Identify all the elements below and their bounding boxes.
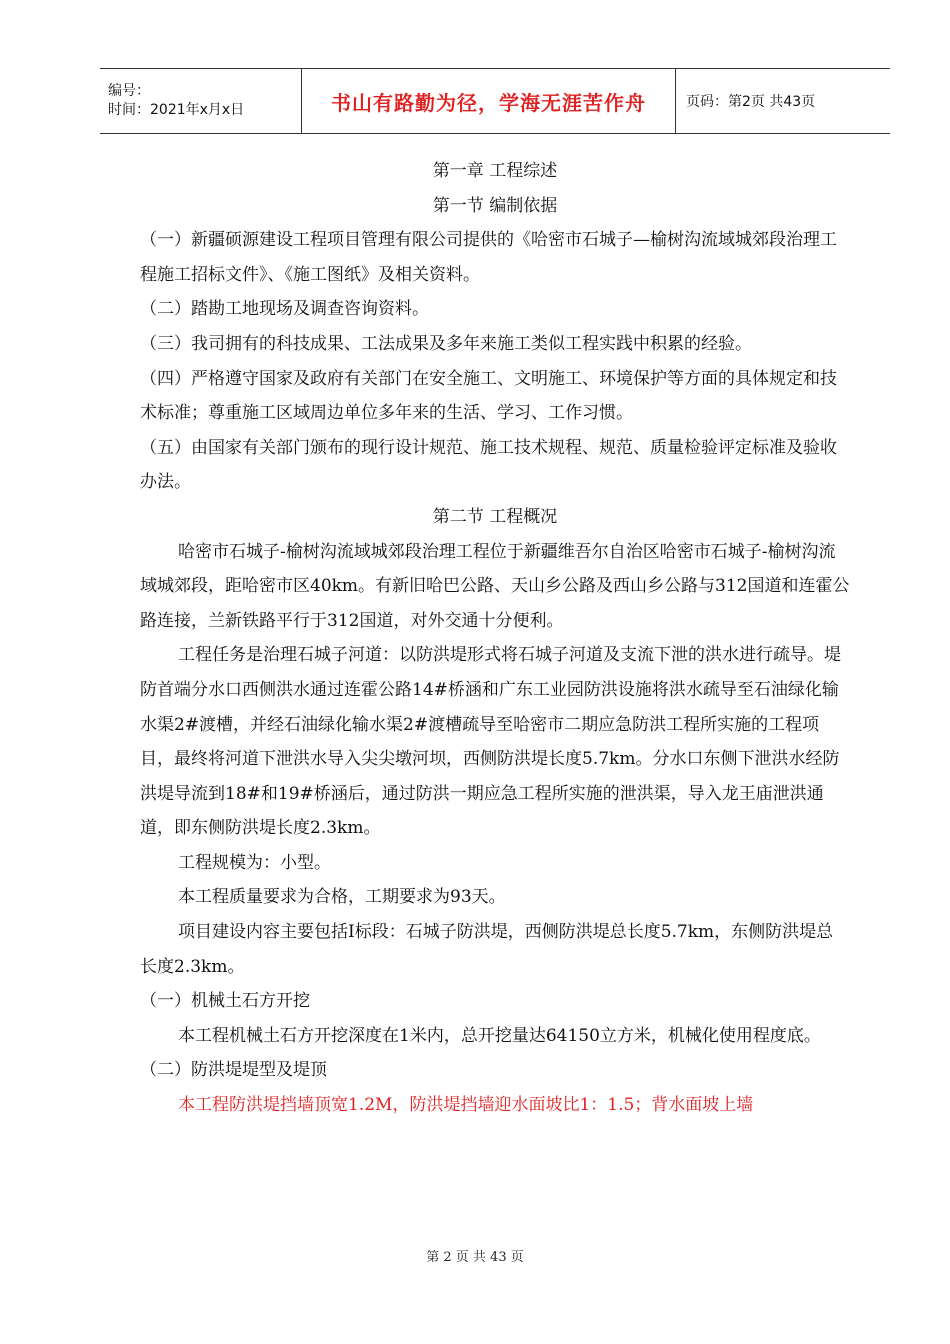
basis-item-2: （二）踏勘工地现场及调查咨询资料。 [140, 299, 429, 320]
header-page-info: 页码：第2页 共43页 [686, 94, 816, 110]
basis-item-3: （三）我司拥有的科技成果、工法成果及多年来施工类似工程实践中积累的经验。 [140, 333, 752, 354]
page-header [100, 68, 890, 134]
subsection-text-2: 本工程防洪堤挡墙顶宽1.2M，防洪堤挡墙迎水面坡比1：1.5；背水面坡上墙 [178, 1095, 754, 1116]
subsection-text-1: 本工程机械土石方开挖深度在1米内，总开挖量达64150立方米，机械化使用程度底。 [178, 1025, 821, 1046]
header-meta [100, 69, 302, 133]
header-motto: 书山有路勤为径，学海无涯苦作舟 [302, 69, 676, 133]
doc-number-label: 编号： [108, 83, 150, 99]
basis-item-4: （四）严格遵守国家及政府有关部门在安全施工、文明施工、环境保护等方面的具体规定和技术标准；尊重施工区域周边单位多年来的生活、学习、工作习惯。 [140, 368, 837, 424]
basis-item-1: （一）新疆硕源建设工程项目管理有限公司提供的《哈密市石城子—榆树沟流域城郊段治理工程施工招标文件》、《施工图纸》及相关资料。 [140, 230, 837, 285]
overview-paragraph-5: 项目建设内容主要包括Ⅰ标段：石城子防洪堤，西侧防洪堤总长度5.7km，东侧防洪堤总长度2.3km。 [140, 922, 834, 977]
overview-paragraph-3: 工程规模为：小型。 [178, 852, 331, 873]
overview-paragraph-1: 哈密市石城子-榆树沟流域城郊段治理工程位于新疆维吾尔自治区哈密市石城子-榆树沟流域城郊段，距哈密市区40km。有新旧哈巴公路、天山乡公路及西山乡公路与312国道和连霍公路连接，兰新铁路平行于312国道，对外交通十分便利。 [140, 541, 850, 631]
overview-paragraph-4: 本工程质量要求为合格，工期要求为93天。 [178, 887, 506, 908]
section-title-2: 第二节 工程概况 [432, 506, 558, 527]
overview-paragraph-2: 工程任务是治理石城子河道：以防洪堤形式将石城子河道及支流下泄的洪水进行疏导。堤防首端分水口西侧洪水通过连霍公路14#桥涵和广东工业园防洪设施将洪水疏导至石油绿化输水渠2#渡槽，并经石油绿化输水渠2#渡槽疏导至哈密市二期应急防洪工程所实施的工程项目，最终将河道下泄洪水导入尖尖墩河坝，西侧防洪堤长度5.7km。分水口东侧下泄洪水经防洪堤导流到18#和19#桥涵后，通过防洪一期应急工程所实施的泄洪渠，导入龙王庙泄洪通道，即东侧防洪堤长度2.3km。 [140, 645, 841, 839]
doc-time-label: 时间：2021年x月x日 [108, 102, 245, 118]
subsection-title-2: （二）防洪堤堤型及堤顶 [140, 1060, 327, 1081]
chapter-title: 第一章 工程综述 [432, 161, 558, 181]
basis-item-5: （五）由国家有关部门颁布的现行设计规范、施工技术规程、规范、质量检验评定标准及验收办法。 [140, 437, 837, 493]
page-footer: 第 2 页 共 43 页 [426, 1250, 524, 1265]
document-body [140, 154, 850, 1123]
subsection-title-1: （一）机械土石方开挖 [140, 991, 310, 1012]
section-title-1: 第一节 编制依据 [432, 195, 558, 216]
